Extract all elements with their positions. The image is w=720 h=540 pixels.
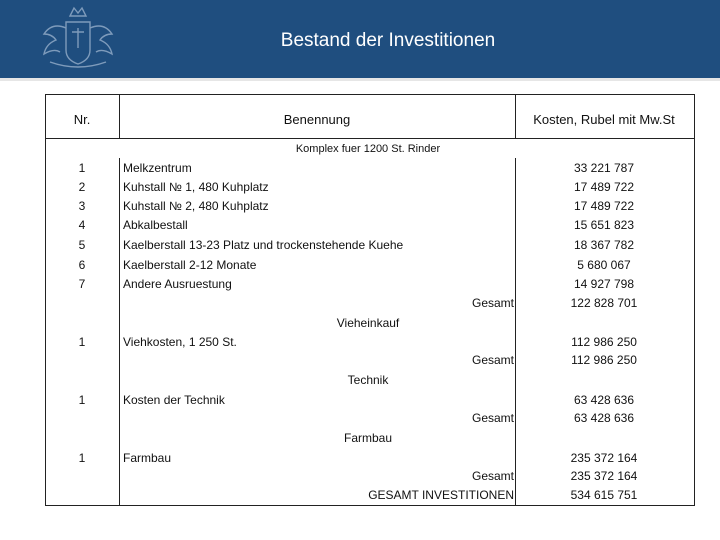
row-name: Kosten der Technik — [123, 393, 225, 407]
subtotal-value: 235 372 164 — [570, 469, 638, 483]
table-header-divider — [45, 138, 695, 139]
subtotal-label: Gesamt — [471, 411, 514, 425]
row-name: Farmbau — [123, 451, 172, 465]
row-cost: 5 680 067 — [577, 258, 631, 272]
subtotal-label: Gesamt — [471, 469, 514, 483]
subtotal-label: Gesamt — [471, 353, 514, 367]
row-cost: 14 927 798 — [573, 277, 635, 291]
section-title: Vieheinkauf — [336, 316, 400, 330]
row-name: Andere Ausruestung — [123, 277, 232, 291]
column-header-name: Benennung — [283, 112, 351, 127]
page-title: Bestand der Investitionen — [280, 30, 496, 51]
header-bar — [0, 0, 720, 78]
subtotal-value: 63 428 636 — [573, 411, 635, 425]
section-title: Farmbau — [343, 431, 393, 445]
row-name: Viehkosten, 1 250 St. — [123, 335, 237, 349]
row-number: 6 — [78, 258, 86, 272]
row-cost: 33 221 787 — [573, 161, 635, 175]
row-number: 2 — [78, 180, 86, 194]
header-divider — [0, 78, 720, 81]
row-number: 5 — [78, 238, 86, 252]
row-number: 1 — [78, 393, 86, 407]
row-cost: 63 428 636 — [573, 393, 635, 407]
row-name: Kuhstall № 2, 480 Kuhplatz — [123, 199, 269, 213]
section-title: Komplex fuer 1200 St. Rinder — [295, 143, 441, 155]
row-name: Kuhstall № 1, 480 Kuhplatz — [123, 180, 269, 194]
subtotal-label: Gesamt — [471, 296, 514, 310]
row-cost: 17 489 722 — [573, 180, 635, 194]
row-number: 1 — [78, 161, 86, 175]
grand-total-value: 534 615 751 — [570, 488, 638, 502]
subtotal-value: 112 986 250 — [571, 353, 637, 367]
column-divider — [119, 158, 120, 506]
row-cost: 15 651 823 — [573, 218, 635, 232]
row-number: 7 — [78, 277, 86, 291]
row-cost: 112 986 250 — [571, 335, 637, 349]
row-name: Kaelberstall 13-23 Platz und trockenstehende Kuehe — [123, 238, 404, 252]
grand-total-label: GESAMT INVESTITIONEN — [368, 488, 514, 502]
row-name: Abkalbestall — [123, 218, 188, 232]
row-number: 4 — [78, 218, 86, 232]
row-name: Kaelberstall 2-12 Monate — [123, 258, 257, 272]
column-header-cost: Kosten, Rubel mit Mw.St — [533, 112, 675, 127]
column-header-nr: Nr. — [73, 112, 91, 127]
row-name: Melkzentrum — [123, 161, 192, 175]
row-cost: 235 372 164 — [570, 451, 638, 465]
section-title: Technik — [347, 373, 389, 387]
row-number: 1 — [78, 335, 86, 349]
row-cost: 17 489 722 — [573, 199, 635, 213]
row-number: 1 — [78, 451, 86, 465]
row-cost: 18 367 782 — [573, 238, 635, 252]
subtotal-value: 122 828 701 — [570, 296, 638, 310]
row-number: 3 — [78, 199, 86, 213]
